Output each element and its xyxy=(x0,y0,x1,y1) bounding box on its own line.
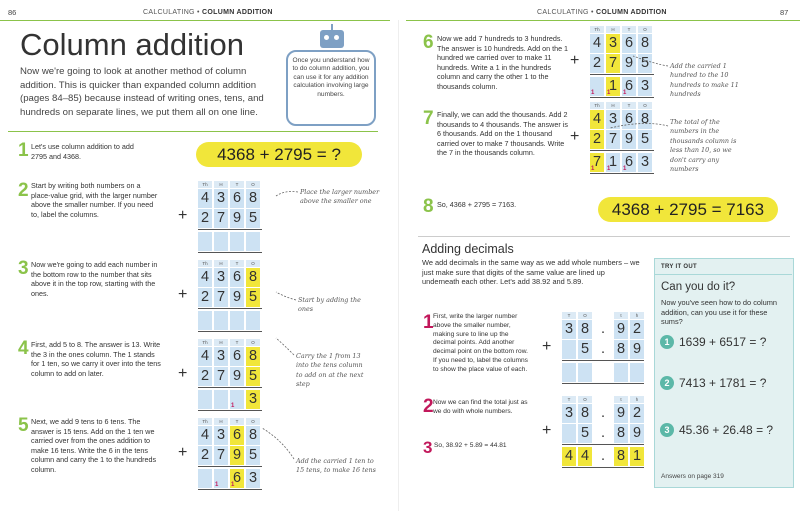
equation-pill-answer: 4368 + 2795 = 7163 xyxy=(598,197,778,222)
decimal-point: . xyxy=(600,405,606,421)
digit-cell: 4 xyxy=(198,268,212,287)
step-number: 1 xyxy=(18,140,29,161)
plus-sign: + xyxy=(570,52,580,69)
column-label: H xyxy=(214,260,228,267)
plus-sign: + xyxy=(178,444,188,461)
step-text: First, add 5 to 8. The answer is 13. Write the 3 in the ones column. The 1 stands for 1 ten, so we carry it over into the tens column to add on later. xyxy=(31,340,161,378)
digit-cell: 7 xyxy=(606,54,620,73)
answers-reference: Answers on page 319 xyxy=(661,473,724,480)
digit-cell: 8 xyxy=(246,347,260,366)
digit-cell: 4 xyxy=(198,189,212,208)
annotation: Add the carried 1 hundred to the 10 hundreds to make 11 hundreds xyxy=(670,62,739,99)
step-text: Now we can find the total just as we do with whole numbers. xyxy=(433,399,528,415)
arrow-icon xyxy=(276,338,294,355)
column-label: T xyxy=(230,260,244,267)
intro-text: Now we're going to look at another method of column addition. This is quicker than expanded column addition (pages 84–85) because instead of writing ones, tens, and hundreds on separate lines, we put them all on one line. xyxy=(20,66,264,118)
step-text: So, 38.92 + 5.89 = 44.81 xyxy=(434,442,507,449)
column-label: T xyxy=(230,418,244,425)
step-number: 6 xyxy=(423,32,434,53)
annotation: Add the carried 1 ten to 15 tens, to make 16 tens xyxy=(296,457,376,475)
decimal-point: . xyxy=(600,321,606,337)
result-cell: 4 xyxy=(578,447,592,466)
column-label: Th xyxy=(198,260,212,267)
digit-cell: 9 xyxy=(230,209,244,228)
digit-cell: 5 xyxy=(578,424,592,443)
result-cell: 6 xyxy=(230,469,244,488)
column-label: H xyxy=(214,418,228,425)
plus-sign: + xyxy=(178,207,188,224)
digit-cell: 4 xyxy=(590,110,604,129)
digit-cell: 2 xyxy=(198,367,212,386)
digit-cell: 6 xyxy=(622,34,636,53)
step-number: 8 xyxy=(423,196,434,217)
digit-cell: 6 xyxy=(230,268,244,287)
plus-sign: + xyxy=(570,128,580,145)
step-number: 2 xyxy=(18,180,29,201)
step-text: So, 4368 + 2795 = 7163. xyxy=(437,200,517,209)
digit-cell: 9 xyxy=(230,288,244,307)
column-label: Th xyxy=(198,181,212,188)
result-cell: 3 xyxy=(246,469,260,488)
practice-sum: 1639 + 6517 = ? xyxy=(679,335,767,349)
result-cell: 4 xyxy=(562,447,576,466)
digit-cell: 9 xyxy=(614,404,628,423)
digit-cell: 6 xyxy=(230,189,244,208)
digit-cell: 9 xyxy=(230,446,244,465)
column-label: O xyxy=(246,418,260,425)
step-number: 3 xyxy=(18,258,29,279)
digit-cell: 8 xyxy=(246,189,260,208)
carried-digit: 1 xyxy=(591,166,595,172)
practice-sum: 7413 + 1781 = ? xyxy=(679,376,767,390)
digit-cell: 3 xyxy=(214,189,228,208)
section-header-right: CALCULATING • COLUMN ADDITION xyxy=(537,9,667,16)
step-number: 5 xyxy=(18,415,29,436)
digit-cell: 5 xyxy=(638,130,652,149)
digit-cell: 2 xyxy=(630,320,644,339)
result-cell: 6 xyxy=(622,77,636,96)
arrow-icon xyxy=(276,192,298,197)
column-label: T xyxy=(622,26,636,33)
digit-cell: 8 xyxy=(638,34,652,53)
column-label: h xyxy=(630,312,644,319)
column-label: T xyxy=(562,396,576,403)
column-label: T xyxy=(230,181,244,188)
digit-cell: 2 xyxy=(590,54,604,73)
carried-digit: 1 xyxy=(623,90,627,96)
digit-cell: 7 xyxy=(214,288,228,307)
step-text: Finally, we can add the thousands. Add 2 thousands to 4 thousands. The answer is 6 thousands. Add on the 1 thousand carried over to make 7 thousands. Write the 7 in the thousands column. xyxy=(437,110,568,158)
carried-digit: 1 xyxy=(607,90,611,96)
plus-sign: + xyxy=(542,338,552,355)
practice-sum: 45.36 + 26.48 = ? xyxy=(679,423,774,437)
digit-cell: 5 xyxy=(246,446,260,465)
arrow-icon xyxy=(262,428,294,459)
decimal-point: . xyxy=(600,341,606,357)
chapter-label: COLUMN ADDITION xyxy=(202,9,273,16)
decimal-point: . xyxy=(600,448,606,464)
digit-cell: 2 xyxy=(198,288,212,307)
step-text: Let's use column addition to add 2795 and 4368. xyxy=(31,142,134,161)
digit-cell: 8 xyxy=(614,424,628,443)
digit-cell: 2 xyxy=(198,446,212,465)
equation-pill: 4368 + 2795 = ? xyxy=(196,142,362,167)
column-label: H xyxy=(214,181,228,188)
step-text: Start by writing both numbers on a place-value grid, with the larger number above the smaller number. If you need to, label the columns. xyxy=(31,181,158,219)
step-text: First, write the larger number above the smaller number, making sure to line up the decimal points. Add another decimal point on the bottom row. If you need to, label the columns to show the place value of each. xyxy=(433,313,528,373)
column-label: Th xyxy=(590,26,604,33)
try-heading: Can you do it? xyxy=(661,281,736,293)
carried-digit: 1 xyxy=(231,482,235,488)
step-number: 2 xyxy=(423,396,434,417)
annotation: Carry the 1 from 13 into the tens column to add on at the next step xyxy=(296,352,364,389)
column-label: Th xyxy=(198,339,212,346)
carried-digit: 1 xyxy=(591,90,595,96)
annotation: Start by adding the ones xyxy=(298,296,361,314)
digit-cell: 9 xyxy=(630,340,644,359)
digit-cell: 5 xyxy=(246,367,260,386)
digit-cell: 8 xyxy=(614,340,628,359)
digit-cell: 7 xyxy=(214,209,228,228)
digit-cell: 4 xyxy=(590,34,604,53)
digit-cell: 4 xyxy=(198,347,212,366)
annotation: Place the larger number above the smaller one xyxy=(300,188,380,206)
column-label: T xyxy=(230,339,244,346)
result-cell: 3 xyxy=(246,390,260,409)
column-label: T xyxy=(562,312,576,319)
robot-tip-text: Once you understand how to do column addition, you can use it for any addition calculation involving large numbers. xyxy=(292,57,370,98)
digit-cell: 2 xyxy=(198,209,212,228)
column-label: O xyxy=(246,339,260,346)
result-cell: 7 xyxy=(590,153,604,172)
digit-cell: 7 xyxy=(214,367,228,386)
digit-cell: 9 xyxy=(230,367,244,386)
sum-number-badge: 3 xyxy=(660,423,674,437)
result-cell: 6 xyxy=(622,153,636,172)
digit-cell: 3 xyxy=(214,426,228,445)
column-label: t xyxy=(614,312,628,319)
step-number: 3 xyxy=(423,438,433,457)
digit-cell: 6 xyxy=(230,426,244,445)
digit-cell: 5 xyxy=(638,54,652,73)
arrow-icon xyxy=(633,56,668,66)
step-number: 4 xyxy=(18,338,29,359)
digit-cell: 7 xyxy=(606,130,620,149)
decimal-point: . xyxy=(600,425,606,441)
result-cell: 1 xyxy=(606,153,620,172)
carried-digit: 1 xyxy=(623,166,627,172)
digit-cell: 9 xyxy=(614,320,628,339)
digit-cell: 5 xyxy=(246,288,260,307)
column-label: O xyxy=(638,102,652,109)
digit-cell: 3 xyxy=(606,34,620,53)
digit-cell: 7 xyxy=(214,446,228,465)
column-label: O xyxy=(638,26,652,33)
column-label: t xyxy=(614,396,628,403)
digit-cell: 5 xyxy=(246,209,260,228)
digit-cell: 4 xyxy=(198,426,212,445)
arrow-icon xyxy=(610,123,668,128)
column-label: H xyxy=(606,102,620,109)
digit-cell: 8 xyxy=(246,426,260,445)
digit-cell: 5 xyxy=(578,340,592,359)
digit-cell: 6 xyxy=(230,347,244,366)
column-label: H xyxy=(606,26,620,33)
digit-cell: 3 xyxy=(606,110,620,129)
carried-digit: 1 xyxy=(215,482,219,488)
digit-cell: 3 xyxy=(562,404,576,423)
step-number: 1 xyxy=(423,312,434,333)
section-header-left: CALCULATING • COLUMN ADDITION xyxy=(143,9,273,16)
digit-cell: 2 xyxy=(590,130,604,149)
digit-cell: 3 xyxy=(214,347,228,366)
column-label: Th xyxy=(590,102,604,109)
carried-digit: 1 xyxy=(607,166,611,172)
result-cell: 3 xyxy=(638,77,652,96)
column-label: H xyxy=(214,339,228,346)
column-label: O xyxy=(578,312,592,319)
digit-cell: 8 xyxy=(638,110,652,129)
step-number: 7 xyxy=(423,108,434,129)
column-label: O xyxy=(246,181,260,188)
chapter-label: COLUMN ADDITION xyxy=(596,9,667,16)
result-cell: 3 xyxy=(638,153,652,172)
decimals-intro: We add decimals in the same way as we add whole numbers – we just make sure that digits of the same value are lined up underneath each other. Let's add 38.92 and 5.89. xyxy=(422,258,640,287)
page-title: Column addition xyxy=(20,27,245,62)
digit-cell: 8 xyxy=(578,404,592,423)
carried-digit: 1 xyxy=(231,403,235,409)
try-question: Now you've seen how to do column addition, can you use it for these sums? xyxy=(661,298,778,327)
result-cell: 1 xyxy=(606,77,620,96)
digit-cell: 2 xyxy=(630,404,644,423)
arrow-icon xyxy=(276,292,296,300)
result-cell: 8 xyxy=(614,447,628,466)
sum-number-badge: 1 xyxy=(660,335,674,349)
page-number-right: 87 xyxy=(780,8,789,17)
plus-sign: + xyxy=(542,422,552,439)
column-label: O xyxy=(246,260,260,267)
section-label: CALCULATING xyxy=(537,9,589,16)
digit-cell: 9 xyxy=(622,130,636,149)
digit-cell: 8 xyxy=(578,320,592,339)
digit-cell: 3 xyxy=(214,268,228,287)
sum-number-badge: 2 xyxy=(660,376,674,390)
digit-cell: 9 xyxy=(630,424,644,443)
result-cell: 1 xyxy=(630,447,644,466)
column-label: Th xyxy=(198,418,212,425)
digit-cell: 6 xyxy=(622,110,636,129)
digit-cell: 3 xyxy=(562,320,576,339)
decimals-heading: Adding decimals xyxy=(422,242,514,256)
step-text: Now we add 7 hundreds to 3 hundreds. The answer is 10 hundreds. Add on the 1 hundred we carried over to make 11 hundreds. Write a 1 in the hundreds column and carry the other 1 to the thousands column. xyxy=(437,34,569,91)
column-label: O xyxy=(578,396,592,403)
section-label: CALCULATING xyxy=(143,9,195,16)
digit-cell: 8 xyxy=(246,268,260,287)
page-number-left: 86 xyxy=(8,8,17,17)
annotation: The total of the numbers in the thousands column is less than 10, so we don't carry any numbers xyxy=(670,118,737,174)
digit-cell: 9 xyxy=(622,54,636,73)
step-text: Next, we add 9 tens to 6 tens. The answer is 15 tens. Add on the 1 ten we carried over from the ones addition to make 16 tens. Write the 6 in the tens column and carry the 1 to the hundreds column. xyxy=(31,417,157,474)
column-label: h xyxy=(630,396,644,403)
try-tag: TRY IT OUT xyxy=(661,264,697,270)
column-label: T xyxy=(622,102,636,109)
plus-sign: + xyxy=(178,286,188,303)
plus-sign: + xyxy=(178,365,188,382)
step-text: Now we're going to add each number in the bottom row to the number that sits above it in the top row, starting with the ones. xyxy=(31,260,158,298)
